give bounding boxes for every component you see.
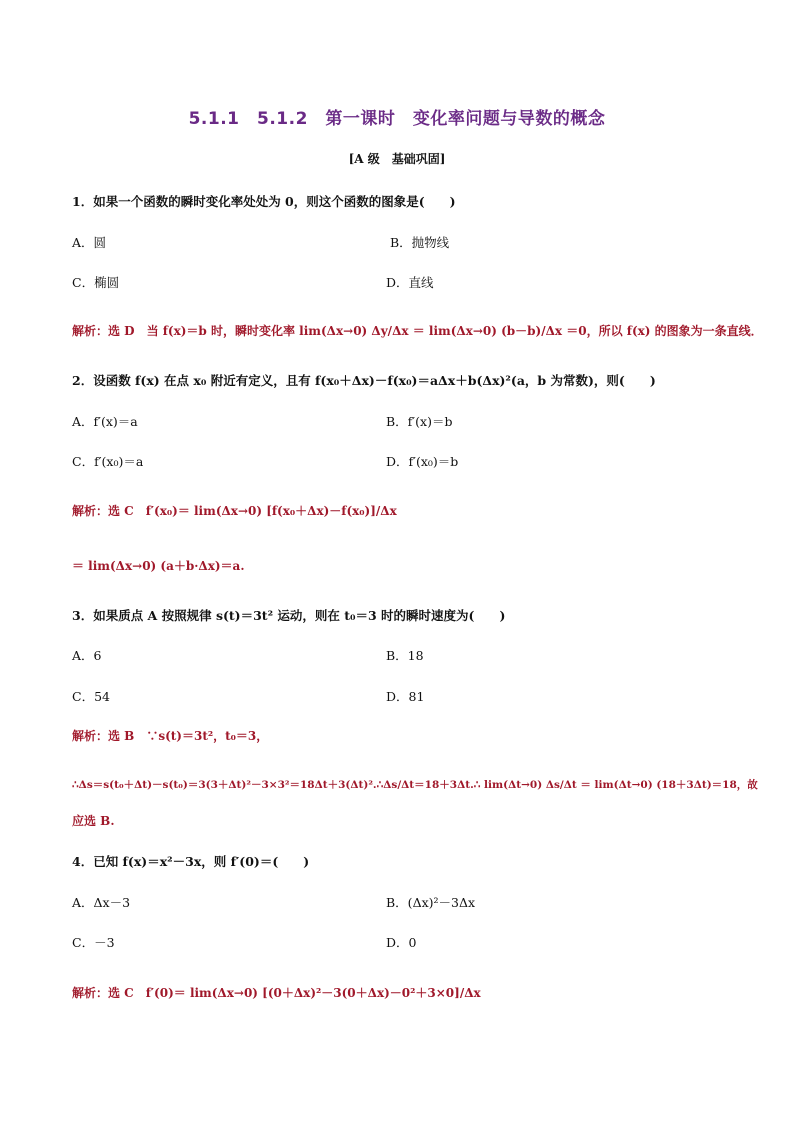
question-4-stem: 4．已知 f(x)＝x²－3x，则 f′(0)＝( )	[72, 854, 310, 869]
question-1-option-a: A．圆	[72, 235, 107, 250]
question-1-option-d: D．直线	[386, 275, 434, 290]
question-3-option-d: D．81	[386, 689, 425, 704]
question-3-solution-line-2: ∴Δs＝s(t₀＋Δt)－s(t₀)＝3(3＋Δt)²－3×3²＝18Δt＋3(Δt)².∴Δs/Δt＝18＋3Δt.∴ lim(Δt→0) Δs/Δt ＝ lim(Δt→0) (18＋3Δt)＝18，故	[72, 779, 758, 791]
question-1-solution: 解析：选 D 当 f(x)＝b 时，瞬时变化率 lim(Δx→0) Δy/Δx ＝ lim(Δx→0) (b－b)/Δx ＝0，所以 f(x) 的图象为一条直线．	[72, 324, 763, 338]
question-3-option-a: A．6	[72, 648, 102, 663]
question-2-option-c: C．f′(x₀)＝a	[72, 454, 144, 469]
question-2-option-d: D．f′(x₀)＝b	[386, 454, 459, 469]
question-4-option-d: D．0	[386, 935, 417, 950]
question-1-option-c: C．椭圆	[72, 275, 120, 290]
question-4-option-b: B．(Δx)²－3Δx	[386, 895, 476, 910]
question-2-solution-line-1: 解析：选 C f′(x₀)＝ lim(Δx→0) [f(x₀＋Δx)－f(x₀)]/Δx	[72, 504, 397, 518]
question-2-option-a: A．f′(x)＝a	[72, 414, 138, 429]
question-2-solution-line-2: ＝ lim(Δx→0) (a＋b·Δx)＝a.	[72, 559, 245, 573]
question-1-option-b: B．抛物线	[390, 235, 450, 250]
question-3-solution-line-1: 解析：选 B ∵s(t)＝3t²，t₀＝3，	[72, 729, 269, 743]
question-2-option-b: B．f′(x)＝b	[386, 414, 453, 429]
question-2-stem: 2．设函数 f(x) 在点 x₀ 附近有定义，且有 f(x₀＋Δx)－f(x₀)＝aΔx＋b(Δx)²(a，b 为常数)，则( )	[72, 373, 656, 388]
question-1-stem: 1．如果一个函数的瞬时变化率处处为 0，则这个函数的图象是( )	[72, 194, 456, 209]
question-3-option-c: C．54	[72, 689, 110, 704]
question-3-stem: 3．如果质点 A 按照规律 s(t)＝3t² 运动，则在 t₀＝3 时的瞬时速度为( )	[72, 608, 506, 623]
question-3-option-b: B．18	[386, 648, 424, 663]
question-4-option-a: A．Δx－3	[72, 895, 131, 910]
section-subtitle: [A 级 基础巩固]	[348, 152, 446, 166]
question-4-option-c: C．－3	[72, 935, 115, 950]
question-4-solution: 解析：选 C f′(0)＝ lim(Δx→0) [(0＋Δx)²－3(0＋Δx)－0²＋3×0]/Δx	[72, 986, 481, 1000]
question-3-solution-line-3: 应选 B.	[72, 814, 115, 828]
page-title: 5.1.1 5.1.2 第一课时 变化率问题与导数的概念	[188, 109, 606, 129]
